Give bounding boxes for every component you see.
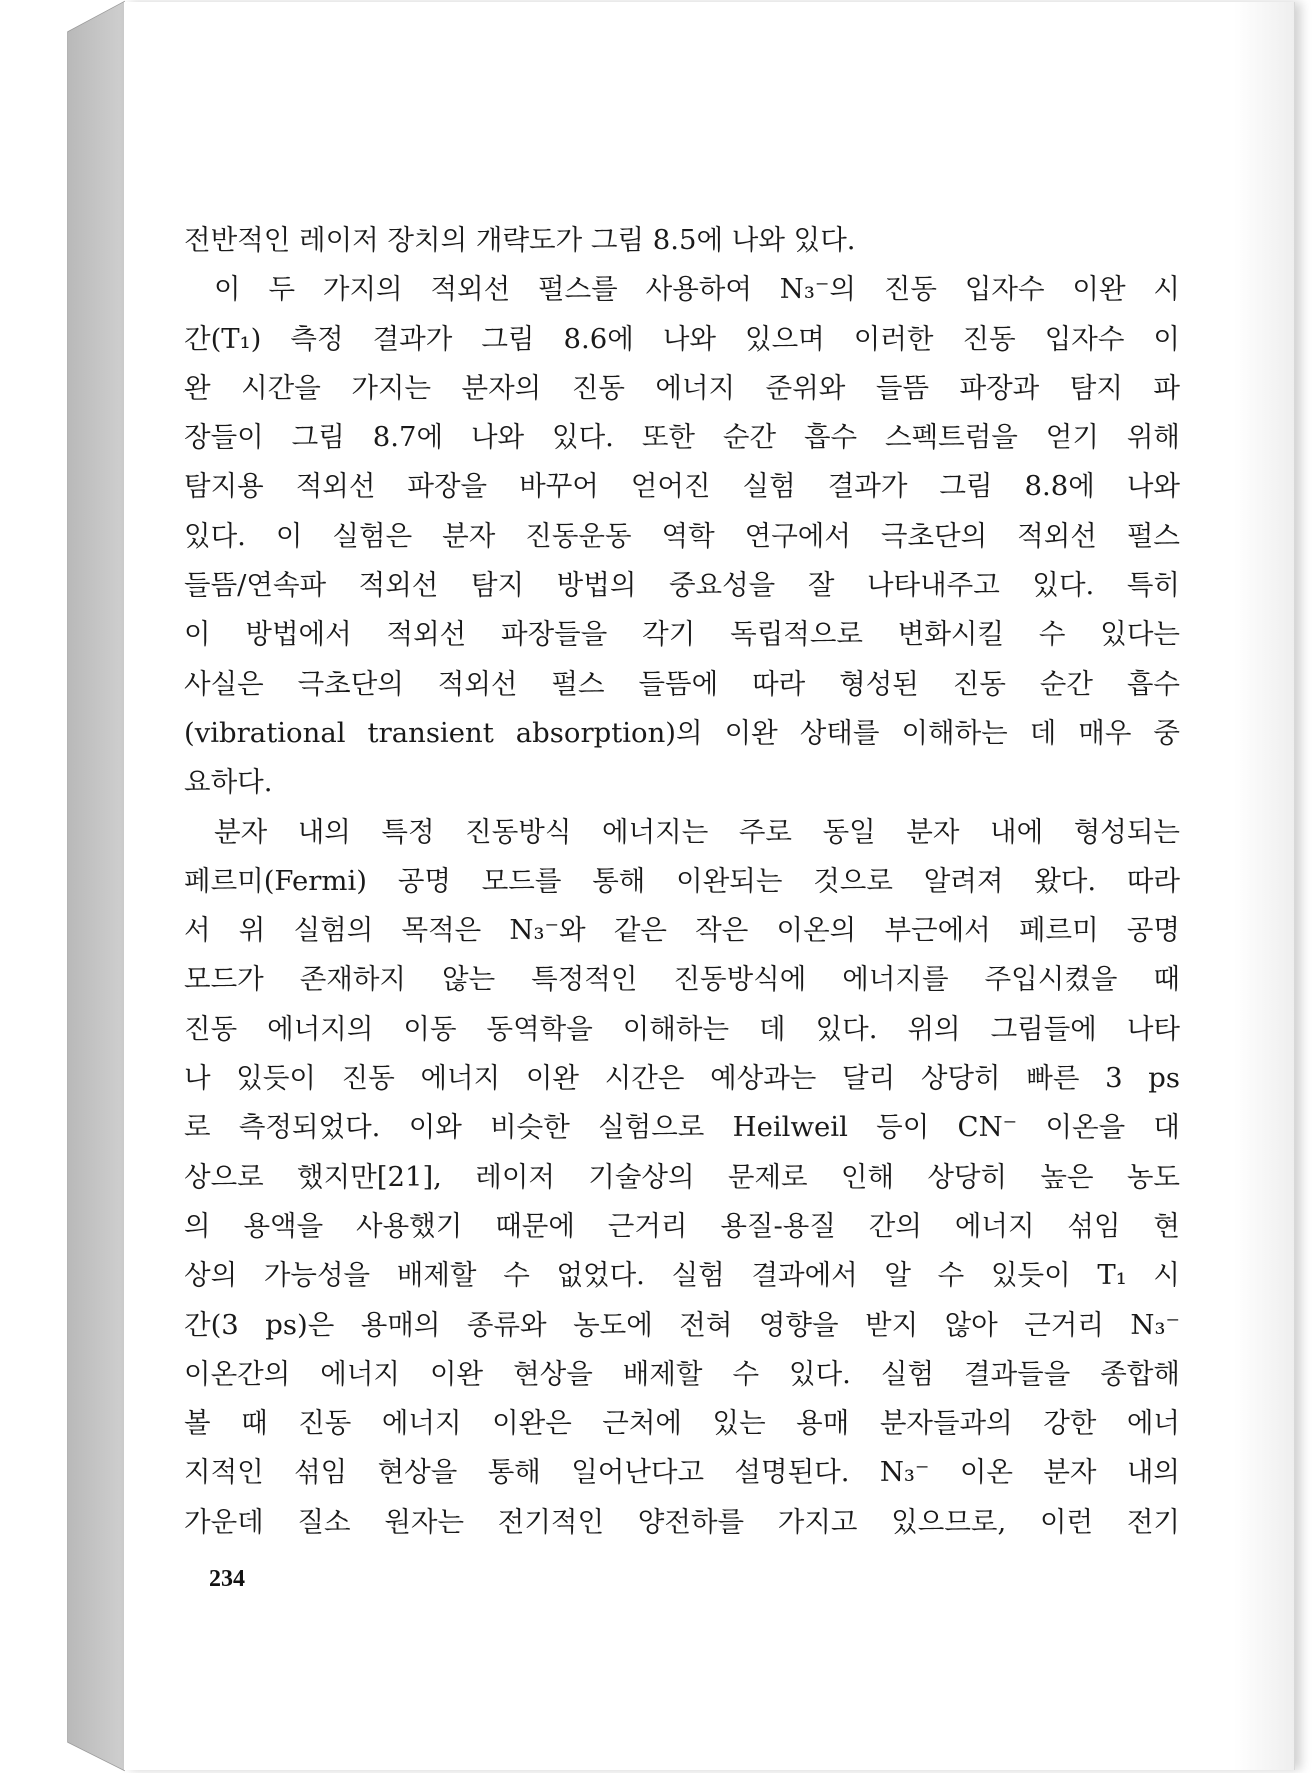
text-line: 진동 에너지의 이동 동역학을 이해하는 데 있다. 위의 그림들에 나타 (184, 1012, 1180, 1045)
text-line: 모드가 존재하지 않는 특정적인 진동방식에 에너지를 주입시켰을 때 (184, 963, 1180, 996)
text-line: 분자 내의 특정 진동방식 에너지는 주로 동일 분자 내에 형성되는 (214, 815, 1180, 848)
text-line: 이온간의 에너지 이완 현상을 배제할 수 있다. 실험 결과들을 종합해 (184, 1357, 1180, 1390)
text-line: 들뜸/연속파 적외선 탐지 방법의 중요성을 잘 나타내주고 있다. 특히 (184, 569, 1180, 602)
text-line: 나 있듯이 진동 에너지 이완 시간은 예상과는 달리 상당히 빠른 3 ps (184, 1062, 1180, 1095)
text-line: 상의 가능성을 배제할 수 없었다. 실험 결과에서 알 수 있듯이 T₁ 시 (184, 1259, 1180, 1292)
page-edge-shadow (1234, 2, 1294, 1770)
text-line: 사실은 극초단의 적외선 펄스 들뜸에 따라 형성된 진동 순간 흡수 (184, 667, 1180, 700)
text-line: 가운데 질소 원자는 전기적인 양전하를 가지고 있으므로, 이런 전기 (184, 1505, 1180, 1538)
text-line: 로 측정되었다. 이와 비슷한 실험으로 Heilweil 등이 CN⁻ 이온을 대 (184, 1111, 1180, 1144)
text-line: 지적인 섞임 현상을 통해 일어난다고 설명된다. N₃⁻ 이온 분자 내의 (184, 1456, 1180, 1489)
text-line: 의 용액을 사용했기 때문에 근거리 용질-용질 간의 에너지 섞임 현 (184, 1209, 1180, 1242)
text-line: 탐지용 적외선 파장을 바꾸어 얻어진 실험 결과가 그림 8.8에 나와 (184, 470, 1180, 503)
text-line: 요하다. (184, 766, 273, 799)
text-line: 페르미(Fermi) 공명 모드를 통해 이완되는 것으로 알려져 왔다. 따라 (184, 864, 1180, 897)
text-line: 있다. 이 실험은 분자 진동운동 역학 연구에서 극초단의 적외선 펄스 (184, 519, 1180, 552)
text-line: (vibrational transient absorption)의 이완 상태를 이해하는 데 매우 중 (184, 716, 1180, 749)
text-line: 전반적인 레이저 장치의 개략도가 그림 8.5에 나와 있다. (184, 224, 856, 256)
text-line: 볼 때 진동 에너지 이완은 근처에 있는 용매 분자들과의 강한 에너 (184, 1407, 1180, 1440)
page-number: 234 (209, 1566, 245, 1592)
text-line: 상으로 했지만[21], 레이저 기술상의 문제로 인해 상당히 높은 농도 (184, 1160, 1180, 1193)
text-line: 이 방법에서 적외선 파장들을 각기 독립적으로 변화시킬 수 있다는 (184, 618, 1180, 651)
body-text (184, 216, 1180, 1547)
text-line: 서 위 실험의 목적은 N₃⁻와 같은 작은 이온의 부근에서 페르미 공명 (184, 914, 1180, 947)
text-line: 장들이 그림 8.7에 나와 있다. 또한 순간 흡수 스펙트럼을 얻기 위해 (184, 421, 1180, 454)
text-line: 간(T₁) 측정 결과가 그림 8.6에 나와 있으며 이러한 진동 입자수 이 (184, 322, 1180, 355)
text-line: 간(3 ps)은 용매의 종류와 농도에 전혀 영향을 받지 않아 근거리 N₃⁻ (184, 1308, 1180, 1341)
text-line: 완 시간을 가지는 분자의 진동 에너지 준위와 들뜸 파장과 탐지 파 (184, 371, 1180, 404)
text-line: 이 두 가지의 적외선 펄스를 사용하여 N₃⁻의 진동 입자수 이완 시 (214, 273, 1180, 306)
